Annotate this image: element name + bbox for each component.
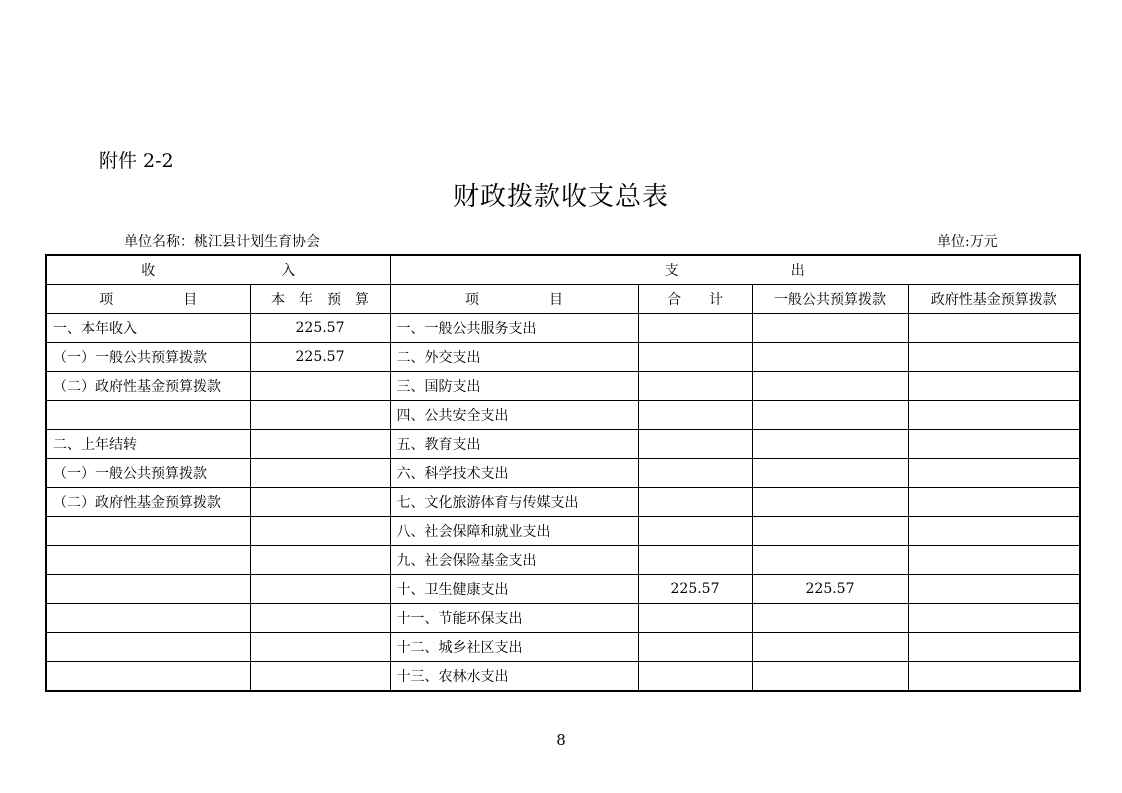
expense-total-cell [638,517,752,546]
income-budget-cell [250,459,390,488]
expense-total-cell: 225.57 [638,575,752,604]
expense-fund-cell [908,604,1080,633]
expense-general-cell [752,546,908,575]
income-item-cell [46,517,250,546]
income-budget-header: 本 年 预 算 [250,285,390,314]
expense-total-cell [638,633,752,662]
table-row [46,517,1080,546]
income-budget-cell [250,488,390,517]
table-column-header-row [46,285,1080,314]
expense-item-cell: 一、一般公共服务支出 [390,314,638,343]
income-item-cell: （一）一般公共预算拨款 [46,459,250,488]
table-row [46,633,1080,662]
table-row [46,459,1080,488]
income-item-cell: 二、上年结转 [46,430,250,459]
table-row [46,372,1080,401]
income-item-cell: （一）一般公共预算拨款 [46,343,250,372]
income-item-cell [46,633,250,662]
income-budget-cell [250,430,390,459]
income-budget-cell: 225.57 [250,343,390,372]
expense-total-cell [638,372,752,401]
income-budget-cell [250,546,390,575]
expense-item-cell: 五、教育支出 [390,430,638,459]
expense-total-cell [638,401,752,430]
table-row [46,546,1080,575]
income-item-cell: 一、本年收入 [46,314,250,343]
attachment-label: 附件 2-2 [99,150,174,172]
table-group-header-row [46,255,1080,285]
expense-fund-cell [908,633,1080,662]
expense-general-cell [752,401,908,430]
expense-total-cell [638,488,752,517]
income-item-cell [46,662,250,692]
income-budget-cell: 225.57 [250,314,390,343]
expense-item-header: 项 目 [390,285,638,314]
expense-total-cell [638,343,752,372]
income-item-cell [46,546,250,575]
unit-name: 单位名称：桃江县计划生育协会 [124,234,320,250]
expense-total-cell [638,430,752,459]
expense-item-cell: 九、社会保险基金支出 [390,546,638,575]
expense-general-cell [752,488,908,517]
table-row [46,575,1080,604]
expense-fund-cell [908,401,1080,430]
income-budget-cell [250,604,390,633]
currency-unit: 单位:万元 [937,234,998,250]
expense-fund-cell [908,343,1080,372]
expense-general-cell [752,343,908,372]
expense-fund-cell [908,372,1080,401]
expense-item-cell: 六、科学技术支出 [390,459,638,488]
expense-item-cell: 七、文化旅游体育与传媒支出 [390,488,638,517]
table-row [46,604,1080,633]
income-item-cell [46,604,250,633]
expense-item-cell: 三、国防支出 [390,372,638,401]
expense-total-cell [638,546,752,575]
expense-fund-cell [908,575,1080,604]
expense-item-cell: 二、外交支出 [390,343,638,372]
expense-item-cell: 十二、城乡社区支出 [390,633,638,662]
table-row [46,401,1080,430]
income-item-header: 项 目 [46,285,250,314]
expense-general-cell [752,314,908,343]
expense-fund-cell [908,662,1080,692]
income-budget-cell [250,633,390,662]
expense-general-cell [752,459,908,488]
income-header: 收 入 [46,255,390,285]
income-budget-cell [250,662,390,692]
expense-fund-cell [908,459,1080,488]
expense-general-cell: 225.57 [752,575,908,604]
expense-total-cell [638,459,752,488]
expense-total-cell [638,314,752,343]
expense-item-cell: 四、公共安全支出 [390,401,638,430]
expense-header: 支 出 [390,255,1080,285]
table-row [46,488,1080,517]
expense-item-cell: 十三、农林水支出 [390,662,638,692]
income-item-cell [46,401,250,430]
expense-general-cell [752,662,908,692]
expense-general-cell [752,633,908,662]
page-number: 8 [556,731,566,749]
expense-general-cell [752,430,908,459]
expense-fund-cell [908,314,1080,343]
expense-general-cell [752,604,908,633]
income-item-cell: （二）政府性基金预算拨款 [46,372,250,401]
expense-total-cell [638,604,752,633]
income-item-cell: （二）政府性基金预算拨款 [46,488,250,517]
expense-fund-header: 政府性基金预算拨款 [908,285,1080,314]
income-budget-cell [250,575,390,604]
table-row [46,343,1080,372]
expense-general-cell [752,372,908,401]
table-row [46,314,1080,343]
income-budget-cell [250,401,390,430]
expense-general-cell [752,517,908,546]
income-budget-cell [250,517,390,546]
expense-item-cell: 十、卫生健康支出 [390,575,638,604]
expense-item-cell: 八、社会保障和就业支出 [390,517,638,546]
expense-fund-cell [908,430,1080,459]
expense-general-header: 一般公共预算拨款 [752,285,908,314]
income-item-cell [46,575,250,604]
page-title: 财政拨款收支总表 [452,182,669,212]
table-row [46,430,1080,459]
expense-fund-cell [908,546,1080,575]
table-row [46,662,1080,692]
budget-table [45,254,1081,692]
expense-total-cell [638,662,752,692]
expense-fund-cell [908,517,1080,546]
expense-item-cell: 十一、节能环保支出 [390,604,638,633]
expense-fund-cell [908,488,1080,517]
expense-total-header: 合 计 [638,285,752,314]
income-budget-cell [250,372,390,401]
